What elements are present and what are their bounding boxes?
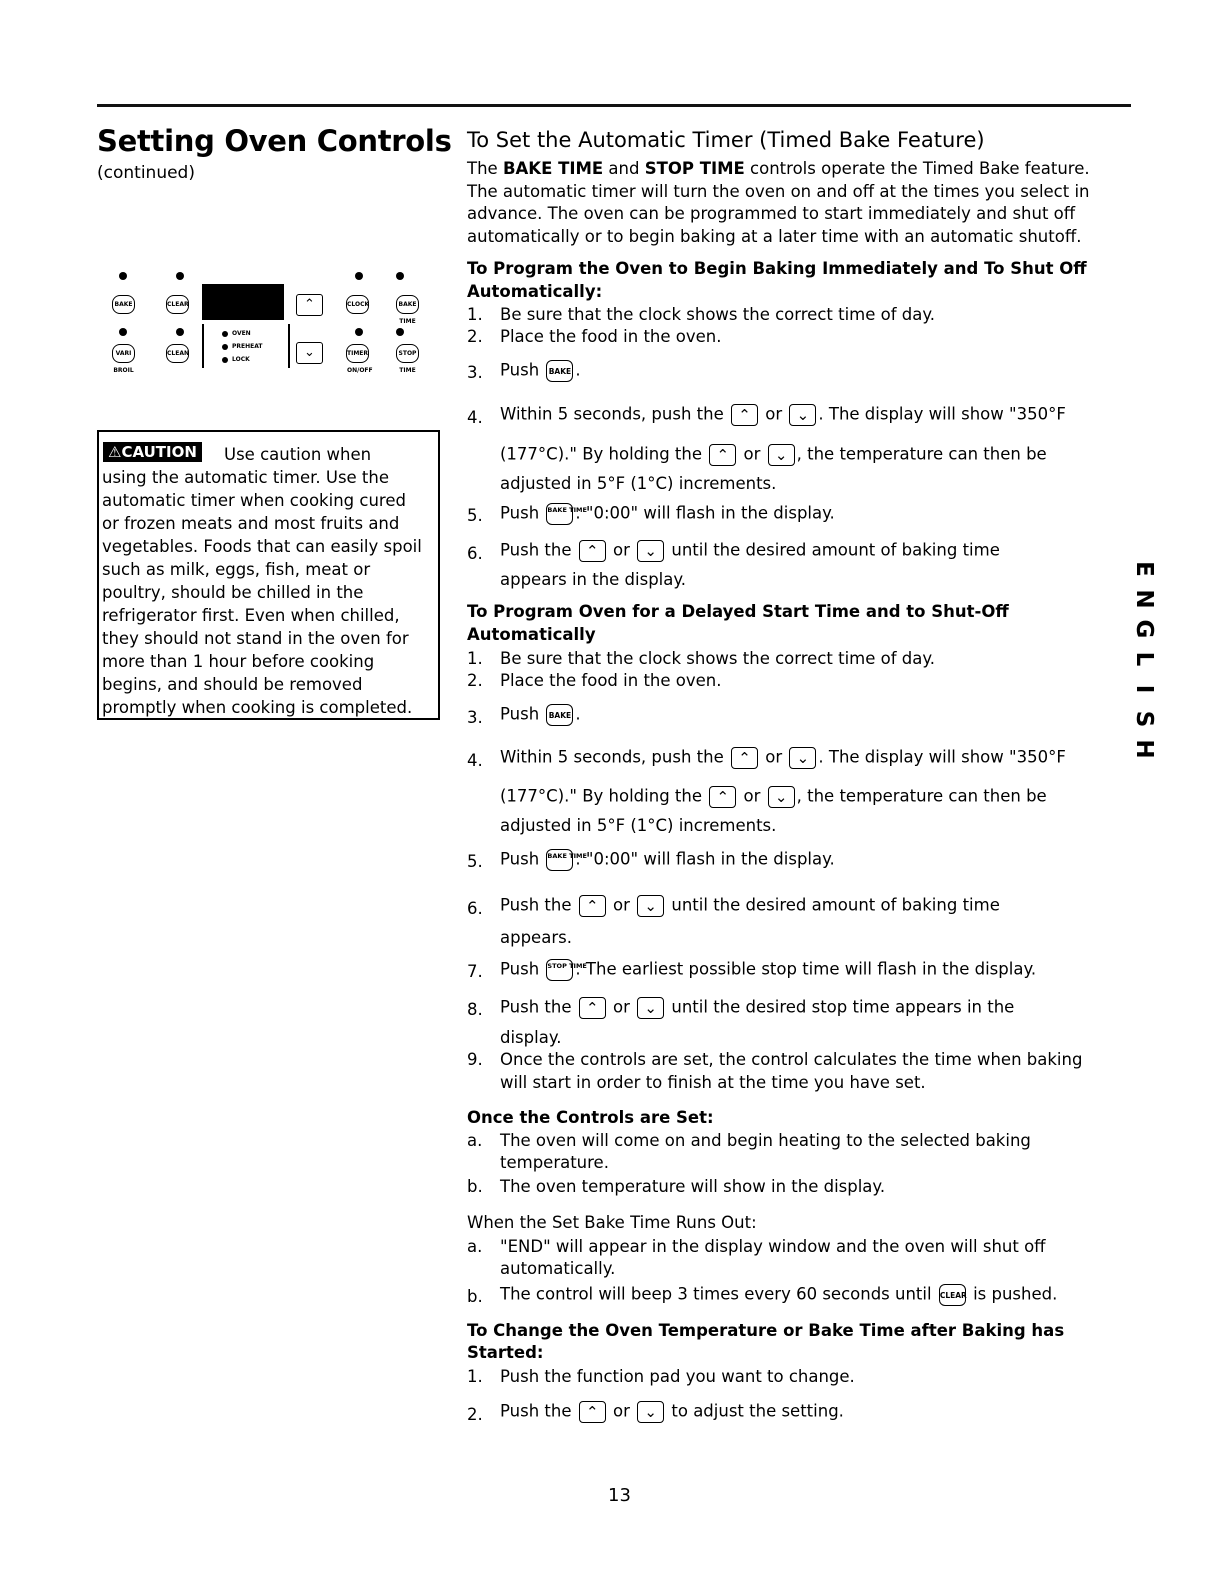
down-arrow-icon: ⌄ [637,540,664,562]
control-panel-illustration [112,284,432,374]
step-number: 3. [467,708,483,727]
section-title: Setting Oven Controls [97,124,452,158]
step-text: "END" will appear in the display window and the oven will shut off [500,1237,1046,1256]
down-arrow-icon: ⌄ [296,342,323,364]
step-text: appears. [500,928,572,947]
caution-line: Use caution when [224,445,372,464]
indicator-dot [119,328,127,336]
down-arrow-icon: ⌄ [637,997,664,1019]
step-text: The oven will come on and begin heating to the selected baking [500,1131,1031,1150]
step-text: Push BAKE . [500,360,581,382]
step-text: Push BAKE TIME. "0:00" will flash in the display. [500,503,835,525]
step-number: 2. [467,1405,483,1424]
preheat-indicator-dot [222,344,228,350]
step-text: appears in the display. [500,570,687,589]
step-number: 2. [467,671,483,690]
change-title: To Change the Oven Temperature or Bake Time after Baking has [467,1321,1065,1340]
step-number: 2. [467,327,483,346]
step-number: 6. [467,544,483,563]
caution-line: begins, and should be removed [102,675,363,694]
caution-line: or frozen meats and most fruits and [102,514,400,533]
step-number: 5. [467,506,483,525]
up-arrow-icon: ⌃ [709,786,736,808]
caution-line: more than 1 hour before cooking [102,652,375,671]
bake-time-pad: BAKE TIME [396,295,419,314]
step-text: Within 5 seconds, push the ⌃ or ⌄ . The display will show "350°F [500,404,1066,424]
step-number: 4. [467,408,483,427]
step-text: adjusted in 5°F (1°C) increments. [500,474,777,493]
step-number: 9. [467,1050,483,1069]
step-text: (177°C)." By holding the ⌃ or ⌄ , the temperature can then be [500,444,1047,464]
step-text: Within 5 seconds, push the ⌃ or ⌄ . The display will show "350°F [500,747,1066,767]
lock-indicator-label: LOCK [232,356,250,363]
clear-key-icon: CLEAR [939,1284,966,1306]
oven-indicator-dot [222,331,228,337]
caution-text [102,443,440,719]
up-arrow-icon: ⌃ [709,444,736,466]
up-arrow-icon: ⌃ [579,895,606,917]
top-rule [97,104,1131,107]
step-text: Push the ⌃ or ⌄ until the desired amount of baking time [500,540,1000,560]
step-text: display. [500,1028,562,1047]
step-text: temperature. [500,1153,609,1172]
step-text: Push the function pad you want to change. [500,1367,855,1386]
page-number: 13 [608,1485,631,1506]
prog2-title: To Program Oven for a Delayed Start Time and to Shut-Off [467,602,1009,621]
step-number: 1. [467,1367,483,1386]
oven-indicator-label: OVEN [232,330,251,337]
divider [288,324,290,368]
runs-out-title: When the Set Bake Time Runs Out: [467,1213,757,1232]
bake-time-key-icon: BAKE TIME [546,503,573,525]
timer-heading: To Set the Automatic Timer (Timed Bake Feature) [467,128,985,152]
intro-line: The automatic timer will turn the oven on and off at the times you select in [467,182,1090,201]
step-letter: a. [467,1237,483,1256]
caution-box [97,430,440,720]
step-number: 5. [467,852,483,871]
step-number: 1. [467,649,483,668]
down-arrow-icon: ⌄ [768,444,795,466]
up-arrow-icon: ⌃ [731,404,758,426]
step-number: 4. [467,751,483,770]
step-letter: a. [467,1131,483,1150]
step-letter: b. [467,1177,483,1196]
bake-time-key-icon: BAKE TIME [546,849,573,871]
stop-time-key-icon: STOP TIME [546,959,573,981]
step-number: 3. [467,363,483,382]
bake-pad: BAKE [112,295,135,314]
step-text: The control will beep 3 times every 60 seconds until CLEAR is pushed. [500,1284,1057,1306]
english-side-label: E N G L I S H [1131,561,1157,759]
step-number: 1. [467,305,483,324]
timer-on-off-pad: TIMER ON/OFF [346,344,369,363]
lock-indicator-dot [222,357,228,363]
prog2-title: Automatically [467,625,596,644]
step-text: will start in order to finish at the time you have set. [500,1073,926,1092]
clean-pad: CLEAN [166,344,189,363]
indicator-dot [355,328,363,336]
caution-line: promptly when cooking is completed. [102,698,413,717]
indicator-dot [176,272,184,280]
intro-line: advance. The oven can be programmed to start immediately and shut off [467,204,1076,223]
once-set-title: Once the Controls are Set: [467,1108,714,1127]
step-text: The oven temperature will show in the display. [500,1177,886,1196]
down-arrow-icon: ⌄ [637,1401,664,1423]
bake-key-icon: BAKE [546,704,573,726]
intro-line: automatically or to begin baking at a later time with an automatic shutoff. [467,227,1082,246]
step-text: Push BAKE . [500,704,581,726]
step-number: 8. [467,1000,483,1019]
step-text: Push the ⌃ or ⌄ to adjust the setting. [500,1401,844,1421]
step-text: Push the ⌃ or ⌄ until the desired amount of baking time [500,895,1000,915]
step-text: automatically. [500,1259,616,1278]
caution-line: refrigerator first. Even when chilled, [102,606,400,625]
step-text: Be sure that the clock shows the correct time of day. [500,649,936,668]
up-arrow-icon: ⌃ [579,997,606,1019]
indicator-dot [176,328,184,336]
step-text: (177°C)." By holding the ⌃ or ⌄ , the temperature can then be [500,786,1047,806]
caution-line: poultry, should be chilled in the [102,583,364,602]
caution-banner: ⚠CAUTION [103,442,202,462]
intro-line: The BAKE TIME and STOP TIME controls operate the Timed Bake feature. [467,159,1090,178]
caution-line: vegetables. Foods that can easily spoil [102,537,422,556]
indicator-dot [355,272,363,280]
down-arrow-icon: ⌄ [789,404,816,426]
step-text: Push STOP TIME. The earliest possible stop time will flash in the display. [500,959,1036,981]
clear-pad: CLEAR [166,295,189,314]
step-text: Push BAKE TIME. "0:00" will flash in the display. [500,849,835,871]
caution-line: using the automatic timer. Use the [102,468,390,487]
caution-line: such as milk, eggs, fish, meat or [102,560,371,579]
prog1-title: Automatically: [467,282,603,301]
preheat-indicator-label: PREHEAT [232,343,263,350]
bake-key-icon: BAKE [546,360,573,382]
up-arrow-icon: ⌃ [296,294,323,316]
up-arrow-icon: ⌃ [579,1401,606,1423]
step-text: Push the ⌃ or ⌄ until the desired stop time appears in the [500,997,1015,1017]
step-text: Place the food in the oven. [500,671,722,690]
step-text: Be sure that the clock shows the correct time of day. [500,305,936,324]
caution-line: they should not stand in the oven for [102,629,409,648]
indicator-dot [119,272,127,280]
vari-broil-pad: VARI BROIL [112,344,135,363]
step-number: 6. [467,899,483,918]
divider [202,324,204,368]
clock-pad: CLOCK [346,295,369,314]
step-text: Once the controls are set, the control calculates the time when baking [500,1050,1083,1069]
stop-time-pad: STOP TIME [396,344,419,363]
step-text: Place the food in the oven. [500,327,722,346]
down-arrow-icon: ⌄ [768,786,795,808]
section-subtitle: (continued) [97,163,195,183]
down-arrow-icon: ⌄ [789,747,816,769]
indicator-dot [396,272,404,280]
prog1-title: To Program the Oven to Begin Baking Immediately and To Shut Off [467,259,1087,278]
caution-line: automatic timer when cooking cured [102,491,406,510]
down-arrow-icon: ⌄ [637,895,664,917]
up-arrow-icon: ⌃ [579,540,606,562]
indicator-dot [396,328,404,336]
change-title: Started: [467,1343,544,1362]
up-arrow-icon: ⌃ [731,747,758,769]
display-screen [202,284,284,320]
step-letter: b. [467,1287,483,1306]
step-text: adjusted in 5°F (1°C) increments. [500,816,777,835]
step-number: 7. [467,962,483,981]
